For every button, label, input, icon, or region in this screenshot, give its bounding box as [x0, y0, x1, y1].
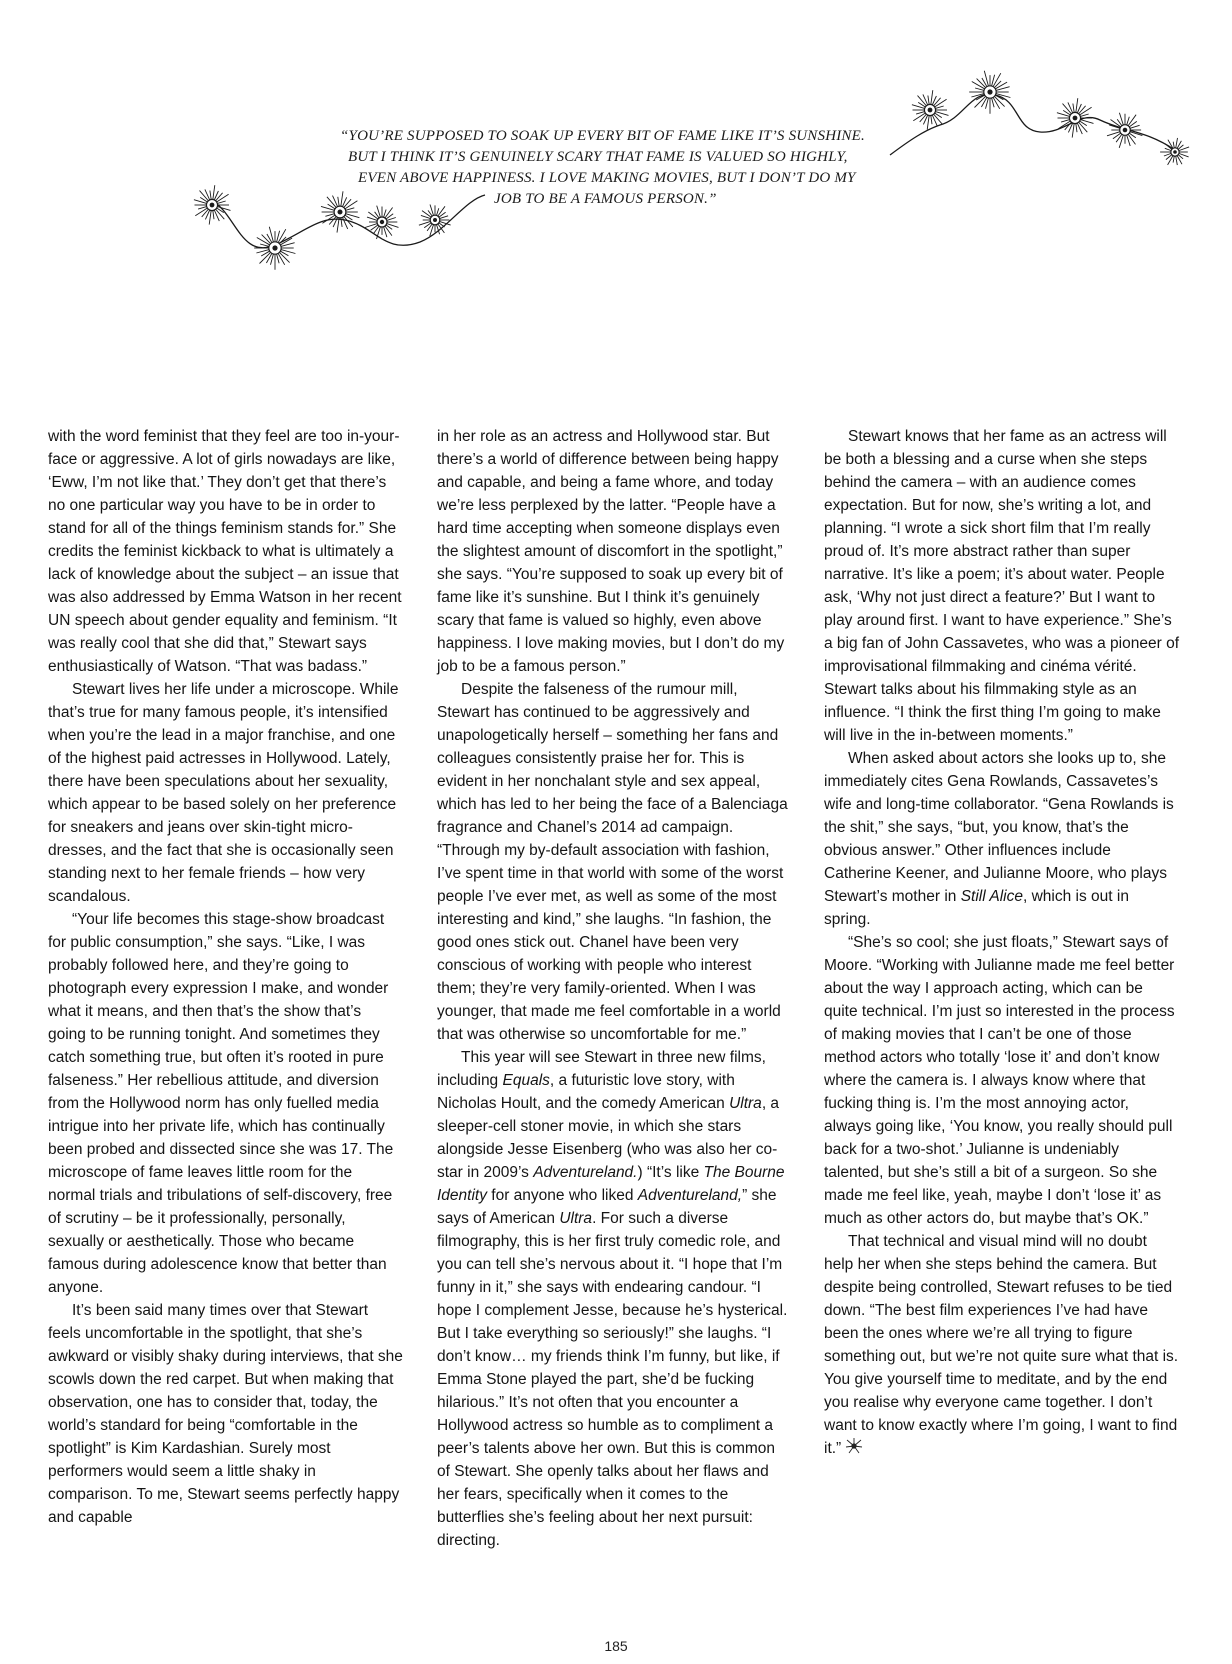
daisy-icon [1160, 138, 1189, 165]
paragraph: Stewart lives her life under a microscope. While that’s true for many famous people, it’s intensified when you’re the lead in a major franchise, and one of the highest paid actresses in Hollywood. Lately, there have been speculations about her sexuality, which appear to be based solely on her preference for sneakers and jeans over skin-tight micro-dresses, and the fact that she is occasionally seen standing next to her female friends – how very scandalous. [48, 681, 399, 905]
text-run: ) “It’s like [637, 1164, 704, 1181]
article-column-1 [48, 425, 403, 1529]
paragraph: Stewart knows that her fame as an actress will be both a blessing and a curse when she steps behind the camera – with an audience comes expectation. But for now, she’s writing a lot, and planning. “I wrote a sick short film that I’m really proud of. It’s more abstract rather than super narrative. It’s like a poem; it’s about water. People ask, ‘Why not just direct a feature?’ But I want to play around first. I want to have experience.” She’s a big fan of John Cassavetes, who was a pioneer of improvisational filmmaking and cinéma vérité. Stewart talks about his filmmaking style as an influence. “I think the first thing I’m going to make will live in the in-between moments.” [824, 428, 1179, 744]
daisy-icon [1057, 98, 1094, 137]
film-title: Ultra [559, 1210, 593, 1227]
text-run: When asked about actors she looks up to, she immediately cites Gena Rowlands, Cassavetes’s wife and long-time collaborator. “Gena Rowlands is the shit,” she says, “but, you know, that’s the obvious answer.” Other influences include Catherine Keener, and Julianne Moore, who plays Stewart’s mother in [824, 750, 1174, 905]
text-run: ” she says of American [437, 1187, 777, 1227]
pull-quote-line: JOB TO BE A FAMOUS PERSON.” [494, 191, 717, 207]
paragraph: Despite the falseness of the rumour mill, Stewart has continued to be aggressively and unapologetically herself – something her fans and colleagues consistently praise her for. This is evident in her nonchalant style and sex appeal, which has led to her being the face of a Balenciaga fragrance and Chanel’s 2014 ad campaign. “Through my by-default association with fashion, I’ve spent time in that world with some of the worst people I’ve ever met, as well as some of the most interesting and kind,” she laughs. “In fashion, the good ones stick out. Chanel have been very conscious of working with people who interest them; they’re very family-oriented. When I was younger, that made me feel comfortable in a world that was otherwise so uncomfortable for me.” [437, 681, 788, 1043]
pull-quote [340, 126, 900, 210]
film-title: Adventureland. [533, 1164, 638, 1181]
text-run: , which is out in spring. [824, 888, 1129, 928]
film-title: Ultra [729, 1095, 762, 1112]
page-number: 185 [604, 1638, 628, 1654]
paragraph: “Your life becomes this stage-show broadcast for public consumption,” she says. “Like, I was probably followed here, and they’re going to photograph every expression I make, and wonder what it means, and then that’s the show that’s going to be running tonight. And sometimes they catch something true, but often it’s rooted in pure falseness.” Her rebellious attitude, and diversion from the Hollywood norm has only fuelled media intrigue into her private life, which has continually been probed and dissected since she was 17. The microscope of fame leaves little room for the normal trials and tribulations of self-discovery, free of scrutiny – be it professionally, personally, sexually or aesthetically. Those who became famous during adolescence know that better than anyone. [48, 911, 394, 1296]
paragraph [437, 1046, 792, 1552]
film-title: The Bourne Identity [437, 1164, 785, 1204]
paragraph: in her role as an actress and Hollywood star. But there’s a world of difference between being happy and capable, and being a fame whore, and today we’re less perplexed by the latter. “People have a hard time accepting when someone displays even the slightest amount of discomfort in the spotlight,” she says. “You’re supposed to soak up every bit of fame like it’s sunshine. But I think it’s genuinely scary that fame is valued so highly, even above happiness. I love making movies, but I don’t do my job to be a famous person.” [437, 428, 785, 675]
pull-quote-line: “YOU’RE SUPPOSED TO SOAK UP EVERY BIT OF FAME LIKE IT’S SUNSHINE. [340, 128, 865, 144]
text-run: . For such a diverse filmography, this is her first truly comedic role, and you can tell she’s nervous about it. “I hope that I’m funny in it,” she says with endearing candour. “I hope I complement Jesse, because he’s hysterical. But I take everything so seriously!” she laughs. “I don’t know… my friends think I’m funny, but like, if Emma Stone played the part, she’d be fucking hilarious.” It’s not often that you encounter a Hollywood actress so humble as to compliment a peer’s talents above her own. But this is common of Stewart. She openly talks about her flaws and her fears, specifically when it comes to the butterflies she’s feeling about her next pursuit: directing. [437, 1210, 788, 1549]
flower-end-icon [844, 1437, 864, 1455]
daisy-icon [254, 227, 295, 270]
paragraph [824, 1230, 1179, 1460]
film-title: Equals [502, 1072, 550, 1089]
film-title: Adventureland, [637, 1187, 743, 1204]
article-column-2 [437, 425, 792, 1552]
text-run: That technical and visual mind will no doubt help her when she steps behind the camera. But despite being controlled, Stewart refuses to be tied down. “The best film experiences I’ve had have been the ones where we’re all trying to figure something out, but we’re not quite sure what that is. You give yourself time to meditate, and by the end you realise why everyone came together. I don’t want to know exactly where I’m going, I want to find it.” [824, 1233, 1179, 1457]
text-run: , a sleeper-cell stoner movie, in which she stars alongside Jesse Eisenberg (who was also her co-star in 2009’s [437, 1095, 780, 1181]
pull-quote-line: BUT I THINK IT’S GENUINELY SCARY THAT FAME IS VALUED SO HIGHLY, [348, 149, 848, 165]
text-run: for anyone who liked [486, 1187, 638, 1204]
paragraph [824, 747, 1179, 931]
pull-quote-line: EVEN ABOVE HAPPINESS. I LOVE MAKING MOVIES, BUT I DON’T DO MY [358, 170, 856, 186]
paragraph: It’s been said many times over that Stewart feels uncomfortable in the spotlight, that she’s awkward or visibly shaky during interviews, that she scowls down the red carpet. But when making that observation, one has to consider that, today, the world’s standard for being “comfortable in the spotlight” is Kim Kardashian. Surely most performers would seem a little shaky in comparison. To me, Stewart seems perfectly happy and capable [48, 1302, 403, 1526]
daisy-garland-right-icon [880, 70, 1200, 190]
daisy-icon [194, 185, 231, 224]
text-run: , a futuristic love story, with Nicholas Hoult, and the comedy American [437, 1072, 735, 1112]
daisy-icon [1107, 113, 1142, 148]
daisy-icon [365, 206, 399, 239]
daisy-icon [969, 71, 1010, 114]
paragraph: with the word feminist that they feel are too in-your-face or aggressive. A lot of girls nowadays are like, ‘Eww, I’m not like that.’ They don’t get that there’s no one particular way you have to be in order to stand for all of the things feminism stands for.” She credits the feminist kickback to what is ultimately a lack of knowledge about the subject – an issue that was also addressed by Emma Watson in her recent UN speech about gender equality and feminism. “It was really cool that she did that,” Stewart says enthusiastically of Watson. “That was badass.” [48, 428, 402, 675]
article-column-3 [824, 425, 1179, 1460]
text-run: This year will see Stewart in three new films, including [437, 1049, 766, 1089]
paragraph: “She’s so cool; she just floats,” Stewart says of Moore. “Working with Julianne made me feel better about the way I approach acting, which can be quite technical. I’m just so interested in the process of making movies that I can’t be one of those method actors who totally ‘lose it’ and don’t know where the camera is. I always know where that fucking thing is. I’m the most annoying actor, always going like, ‘You know, you really should pull back for a two-shot.’ Julianne is undeniably talented, but she’s still a bit of a surgeon. So she made me feel like, yeah, maybe I don’t ‘lose it’ as much as other actors do, but maybe that’s OK.” [824, 934, 1175, 1227]
film-title: Still Alice [960, 888, 1023, 905]
